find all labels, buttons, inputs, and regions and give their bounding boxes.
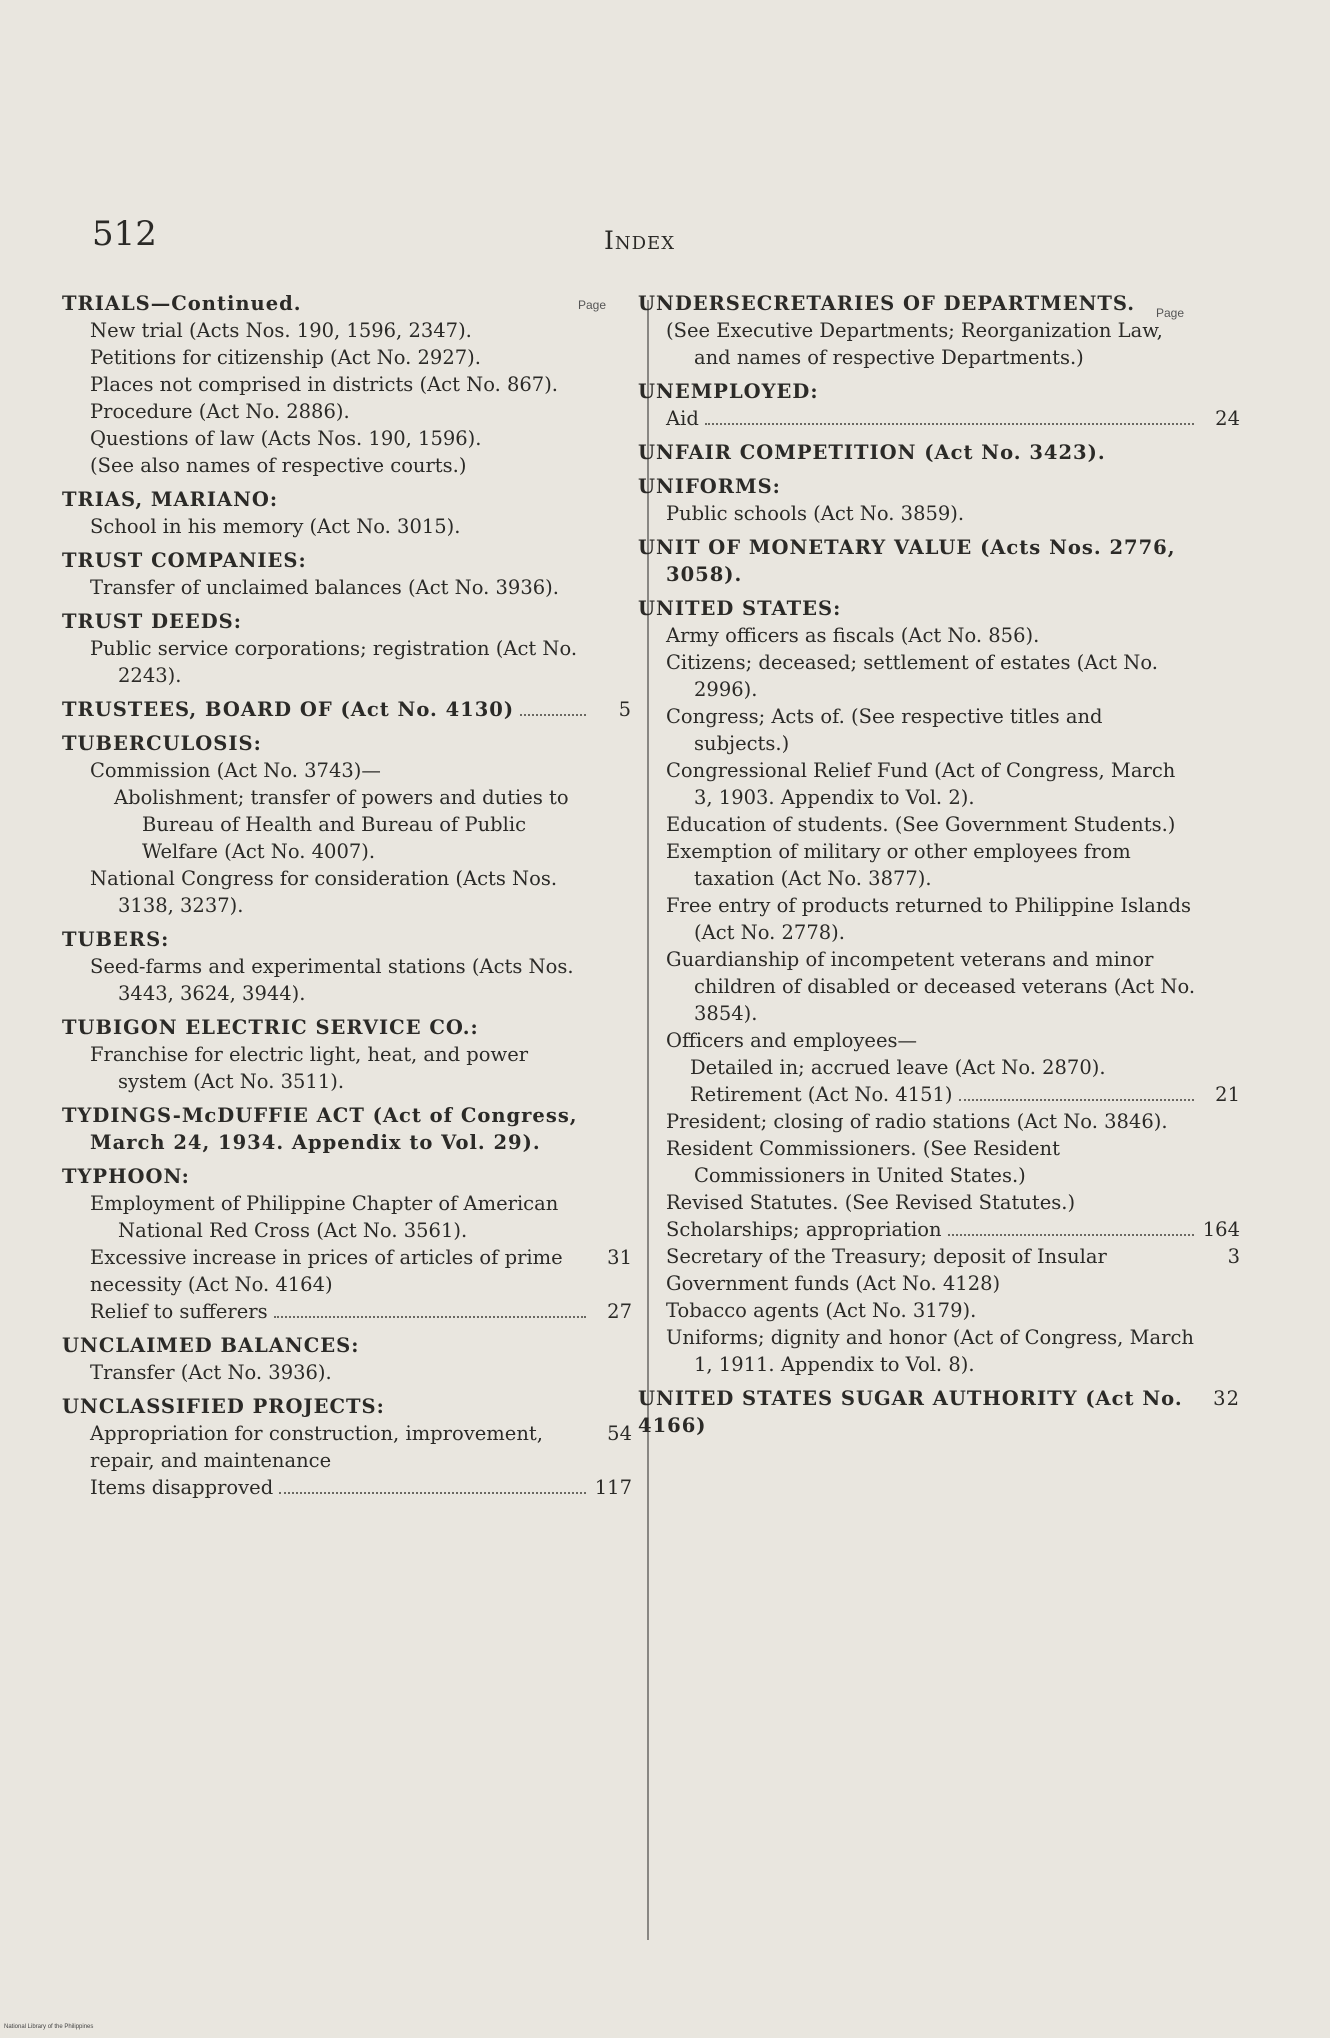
- entry-subitem: Officers and employees—: [666, 1029, 918, 1052]
- entry-heading: TYDINGS-McDUFFIE ACT (Act of Congress, March 24, 1934. Appendix to Vol. 29).: [62, 1104, 578, 1154]
- index-entry: [638, 1385, 1240, 1439]
- entry-heading: TRIALS—Continued.: [62, 292, 302, 315]
- index-entry: [638, 534, 1240, 588]
- entry-subitem: Guardianship of incompetent veterans and minor children of disabled or deceased veterans (Act No. 3854).: [666, 948, 1196, 1025]
- left-column: [62, 290, 632, 1508]
- entry-subitem: Revised Statutes. (See Revised Statutes.): [666, 1191, 1076, 1214]
- entry-subitem: Congress; Acts of. (See respective titles and subjects.): [666, 705, 1103, 755]
- entry-subitem: Employment of Philippine Chapter of American National Red Cross (Act No. 3561).: [90, 1192, 559, 1242]
- entry-subitem: Secretary of the Treasury; deposit of Insular Government funds (Act No. 4128) 3: [666, 1245, 1240, 1295]
- entry-subitem: Public schools (Act No. 3859).: [666, 502, 965, 525]
- entry-subitem: Items disapproved 117: [90, 1476, 632, 1499]
- entry-subitem: Franchise for electric light, heat, and power system (Act No. 3511).: [90, 1043, 529, 1093]
- entry-subitem: New trial (Acts Nos. 190, 1596, 2347).: [90, 319, 472, 342]
- entry-subitem: Procedure (Act No. 2886).: [90, 400, 350, 423]
- entry-subitem: Citizens; deceased; settlement of estates (Act No. 2996).: [666, 651, 1158, 701]
- page-number: 512: [92, 214, 157, 254]
- entry-subitem: School in his memory (Act No. 3015).: [90, 515, 461, 538]
- page-ref: 24: [1215, 407, 1240, 430]
- entry-subitem: Questions of law (Acts Nos. 190, 1596).: [90, 427, 482, 450]
- entry-heading: UNDERSECRETARIES OF DEPARTMENTS.: [638, 292, 1136, 315]
- entry-subitem: Public service corporations; registration (Act No. 2243).: [90, 637, 578, 687]
- entry-heading: UNITED STATES:: [638, 597, 842, 620]
- entry-heading: UNIFORMS:: [638, 475, 781, 498]
- entry-subitem: Education of students. (See Government Students.): [666, 813, 1176, 836]
- entry-heading: TUBIGON ELECTRIC SERVICE CO.:: [62, 1016, 479, 1039]
- entry-subitem: Places not comprised in districts (Act No. 867).: [90, 373, 559, 396]
- index-entry: [62, 730, 632, 919]
- index-entry: [62, 1393, 632, 1501]
- entry-subitem: Aid 24: [666, 407, 1240, 430]
- index-entry: [62, 290, 632, 479]
- page-ref: 3: [1227, 1245, 1240, 1268]
- entry-subitem: Transfer (Act No. 3936).: [90, 1361, 332, 1384]
- entry-subitem: Abolishment; transfer of powers and duties to Bureau of Health and Bureau of Public Welfare (Act No. 4007).: [114, 786, 569, 863]
- page-ref: 31: [607, 1246, 632, 1269]
- entry-heading: UNCLASSIFIED PROJECTS:: [62, 1395, 385, 1418]
- entry-subitem: Excessive increase in prices of articles of prime necessity (Act No. 4164) 31: [90, 1246, 632, 1296]
- entry-subitem: Transfer of unclaimed balances (Act No. 3936).: [90, 576, 559, 599]
- entry-subitem: Tobacco agents (Act No. 3179).: [666, 1299, 977, 1322]
- page-column-label-left: Page: [578, 298, 607, 312]
- entry-subitem: Resident Commissioners. (See Resident Commissioners in United States.): [666, 1137, 1060, 1187]
- entry-heading: TUBERS:: [62, 928, 170, 951]
- page-ref: 32: [1213, 1387, 1240, 1410]
- right-column: [638, 290, 1240, 1446]
- entry-subitem: Relief to sufferers 27: [90, 1300, 632, 1323]
- index-entry: [62, 547, 632, 601]
- index-entry: [62, 608, 632, 689]
- index-entry: [62, 926, 632, 1007]
- entry-heading: UNITED STATES SUGAR AUTHORITY (Act No. 4166) 32: [638, 1387, 1240, 1437]
- entry-subitem: Retirement (Act No. 4151) 21: [690, 1083, 1240, 1106]
- page-ref: 27: [607, 1300, 632, 1323]
- index-entry: [638, 378, 1240, 432]
- index-entry: [62, 1102, 632, 1156]
- entry-subitem: Army officers as fiscals (Act No. 856).: [666, 624, 1040, 647]
- entry-subitem: Detailed in; accrued leave (Act No. 2870).: [690, 1056, 1106, 1079]
- entry-heading: TRUSTEES, BOARD OF (Act No. 4130) 5: [62, 698, 632, 721]
- page-ref: 117: [594, 1476, 632, 1499]
- running-head: Index: [604, 226, 676, 255]
- entry-heading: TRUST DEEDS:: [62, 610, 242, 633]
- index-entry: [638, 595, 1240, 1378]
- page-ref: 5: [618, 698, 632, 721]
- entry-subitem: Scholarships; appropriation 164: [666, 1218, 1240, 1241]
- page-ref: 54: [607, 1422, 632, 1445]
- page-ref: 164: [1202, 1218, 1240, 1241]
- entry-subitem: National Congress for consideration (Acts Nos. 3138, 3237).: [90, 867, 558, 917]
- entry-heading: UNEMPLOYED:: [638, 380, 819, 403]
- entry-heading: TRUST COMPANIES:: [62, 549, 307, 572]
- entry-subitem: Commission (Act No. 3743)—: [90, 759, 381, 782]
- index-entry: [62, 486, 632, 540]
- index-entry: [638, 473, 1240, 527]
- entry-subitem: Free entry of products returned to Philippine Islands (Act No. 2778).: [666, 894, 1191, 944]
- entry-heading: TYPHOON:: [62, 1165, 190, 1188]
- footer-credit: National Library of the Philippines: [4, 2024, 94, 2030]
- entry-subitem: President; closing of radio stations (Act No. 3846).: [666, 1110, 1168, 1133]
- entry-heading: TRIAS, MARIANO:: [62, 488, 279, 511]
- entry-heading: UNFAIR COMPETITION (Act No. 3423).: [638, 441, 1106, 464]
- index-entry: [62, 696, 632, 723]
- entry-subitem: Appropriation for construction, improvement, repair, and maintenance 54: [90, 1422, 632, 1472]
- index-entry: [638, 290, 1240, 371]
- entry-heading: UNIT OF MONETARY VALUE (Acts Nos. 2776, 3058).: [638, 536, 1176, 586]
- entry-heading: UNCLAIMED BALANCES:: [62, 1334, 360, 1357]
- entry-subitem: Exemption of military or other employees from taxation (Act No. 3877).: [666, 840, 1131, 890]
- entry-subitem: Uniforms; dignity and honor (Act of Congress, March 1, 1911. Appendix to Vol. 8).: [666, 1326, 1194, 1376]
- index-entry: [638, 439, 1240, 466]
- entry-heading: TUBERCULOSIS:: [62, 732, 262, 755]
- entry-subitem: Petitions for citizenship (Act No. 2927).: [90, 346, 481, 369]
- index-entry: [62, 1332, 632, 1386]
- page-column-label-right: Page: [1156, 306, 1185, 320]
- page-ref: 21: [1215, 1083, 1240, 1106]
- index-entry: [62, 1014, 632, 1095]
- entry-subitem: (See also names of respective courts.): [90, 454, 467, 477]
- index-entry: [62, 1163, 632, 1325]
- entry-subitem: Seed-farms and experimental stations (Acts Nos. 3443, 3624, 3944).: [90, 955, 574, 1005]
- entry-subitem: (See Executive Departments; Reorganization Law, and names of respective Departments.): [666, 319, 1163, 369]
- entry-subitem: Congressional Relief Fund (Act of Congress, March 3, 1903. Appendix to Vol. 2).: [666, 759, 1176, 809]
